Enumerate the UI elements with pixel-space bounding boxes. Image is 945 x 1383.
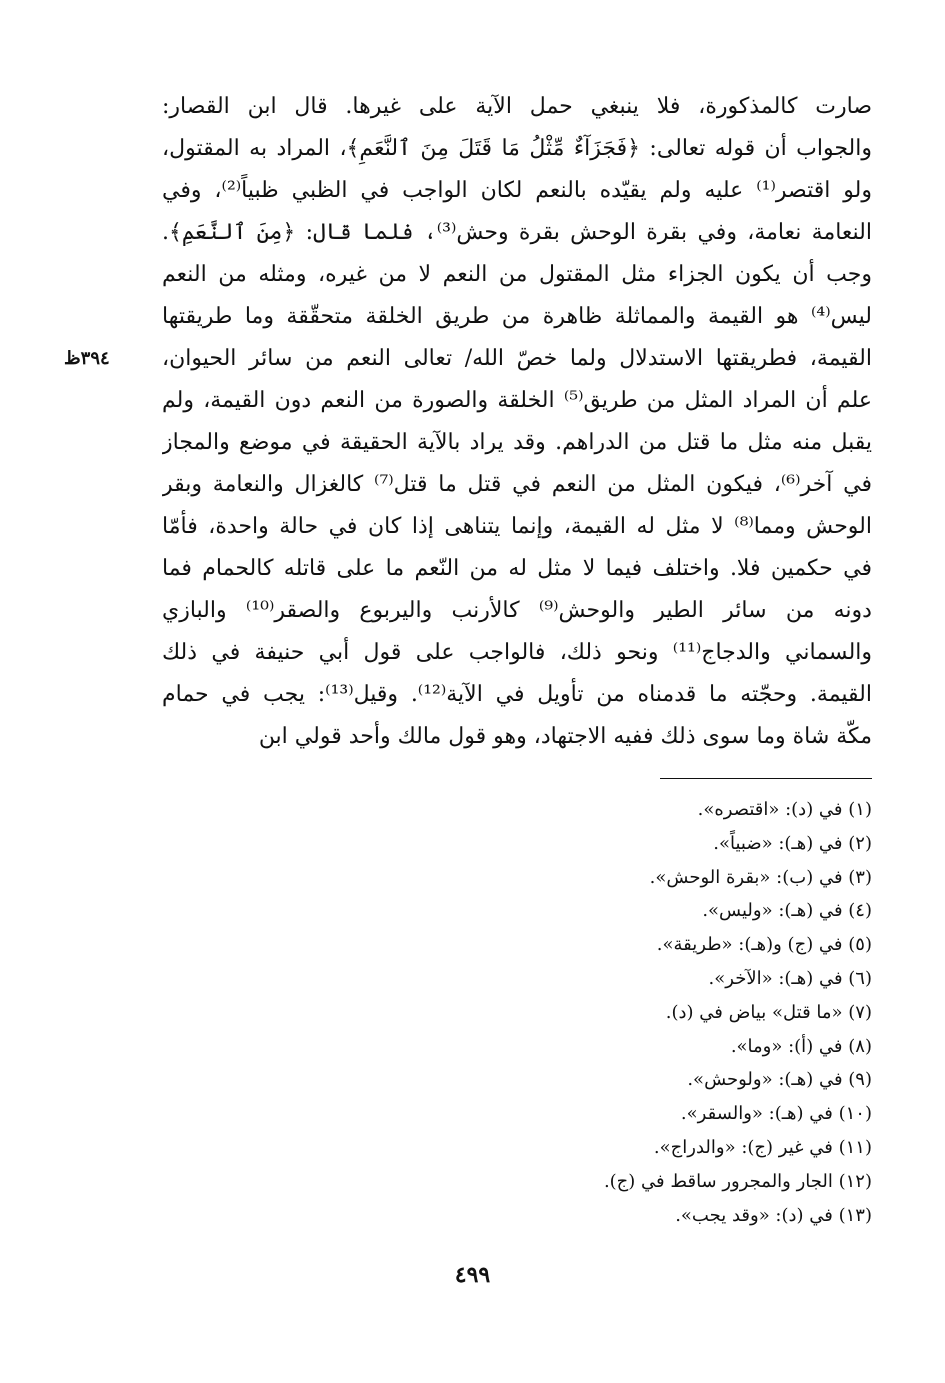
footnotes-block [400, 793, 872, 1232]
manuscript-folio-note: ٣٩٤ظ [64, 348, 110, 369]
footnote: (٣) في (ب): «بقرة الوحش». [649, 866, 872, 888]
footnote: (١٣) في (د): «وقد يجب». [675, 1204, 872, 1226]
text-line: وجب أن يكون الجزاء مثل المقتول من النعم لا من غيره، ومثله من النعم [162, 262, 872, 287]
footnote: (١٠) في (هـ): «والسقر». [680, 1103, 872, 1125]
footnote: (٢) في (هـ): «ضبياً». [713, 832, 872, 854]
footnote: (٦) في (هـ): «الآخر». [708, 967, 872, 989]
page-number: ٤٩٩ [454, 1262, 491, 1288]
text-line: دونه من سائر الطير والوحش⁽⁹⁾ كالأرنب واليربوع والصقر⁽¹⁰⁾ والبازي [162, 598, 872, 623]
text-line: في آخر⁽⁶⁾، فيكون المثل من النعم في قتل ما قتل⁽⁷⁾ كالغزال والنعامة وبقر [162, 472, 872, 497]
footnote: (٥) في (ج) و(هـ): «طريقة». [656, 934, 872, 956]
footnote: (٧) «ما قتل» بياض في (د). [665, 1001, 872, 1023]
text-line: ليس⁽⁴⁾ هو القيمة والمماثلة ظاهرة من طريق الخلقة متحقّقة وما طريقتها [162, 304, 872, 329]
text-line: النعامة نعامة، وفي بقرة الوحش بقرة وحش⁽³⁾، فلما قال: ﴿مِنَ ٱلنَّعَمِ﴾. [162, 220, 872, 245]
text-line: القيمة، فطريقتها الاستدلال ولما خصّ الله/ تعالى النعم من سائر الحيوان، [162, 346, 872, 371]
footnote: (١) في (د): «اقتصره». [697, 799, 872, 820]
text-line: والسماني والدجاج⁽¹¹⁾ ونحو ذلك، فالواجب على قول أبي حنيفة في ذلك [162, 640, 872, 665]
text-line: يقبل منه مثل ما قتل من الدراهم. وقد يراد بالآية الحقيقة في موضع والمجاز [162, 430, 872, 455]
footnote: (١١) في غير (ج): «والدراج». [653, 1136, 872, 1158]
footnote: (٩) في (هـ): «ولوحش». [687, 1069, 872, 1091]
text-line: القيمة. وحجّته ما قدمناه من تأويل في الآية⁽¹²⁾. وقيل⁽¹³⁾: يجب في حمام [162, 682, 872, 707]
footnote: (١٢) الجار والمجرور ساقط في (ج). [603, 1170, 872, 1192]
footnote: (٨) في (أ): «وما». [730, 1035, 872, 1057]
text-line: في حكمين فلا. واختلف فيما لا مثل له من النّعم ما على قاتله كالحمام فما [162, 556, 872, 581]
text-line: ولو اقتصر⁽¹⁾ عليه ولم يقيّده بالنعم لكان الواجب في الظبي ظبياً⁽²⁾، وفي [162, 178, 872, 203]
main-text-block [162, 86, 872, 758]
text-line: مكّة شاة وما سوى ذلك ففيه الاجتهاد، وهو قول مالك وأحد قولي ابن [258, 724, 872, 749]
text-line: الوحش ومما⁽⁸⁾ لا مثل له القيمة، وإنما يتناهى إذا كان في حالة واحدة، فأمّا [162, 514, 872, 539]
text-line: صارت كالمذكورة، فلا ينبغي حمل الآية على غيرها. قال ابن القصار: [162, 94, 872, 119]
text-line: علم أن المراد المثل من طريق⁽⁵⁾ الخلقة والصورة من النعم دون القيمة، ولم [162, 388, 872, 413]
footnote: (٤) في (هـ): «وليس». [702, 900, 872, 922]
text-line: والجواب أن قوله تعالى: ﴿فَجَزَآءٌ مِّثْلُ مَا قَتَلَ مِنَ ٱلنَّعَمِ﴾، المراد به المقتول، [162, 136, 872, 161]
footnote-divider [660, 778, 872, 779]
